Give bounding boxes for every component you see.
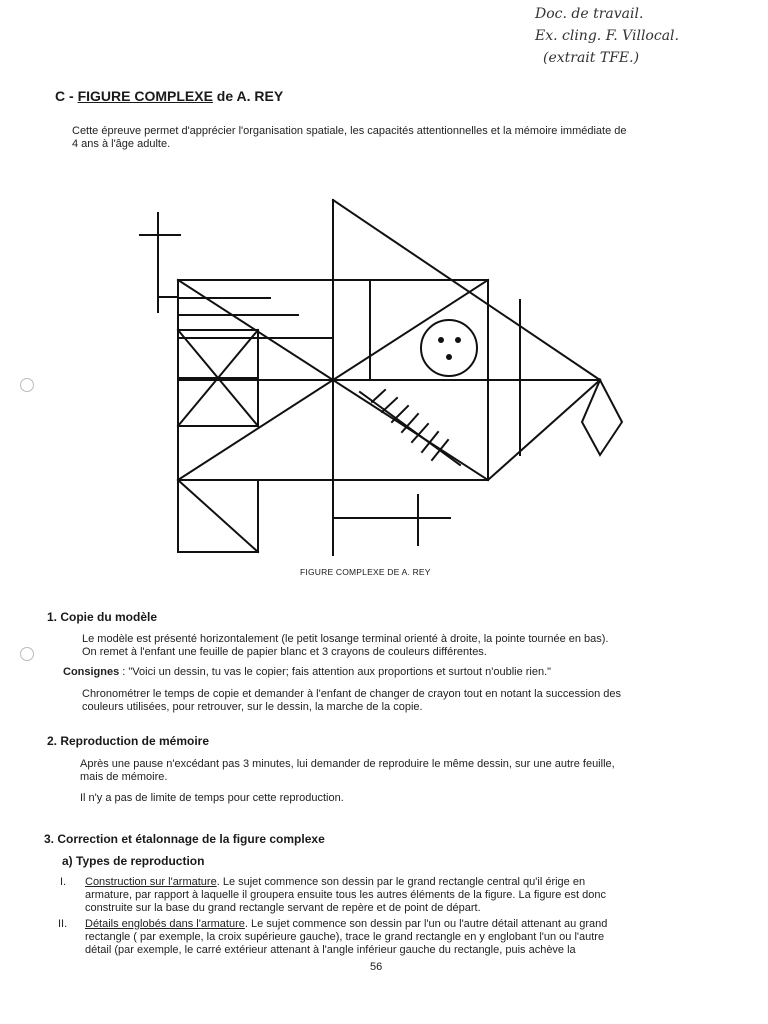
section3-subheading: a) Types de reproduction — [62, 854, 205, 868]
item1-term: Construction sur l'armature — [85, 876, 217, 888]
item2-line-1-text: . Le sujet commence son dessin par l'un ou l'autre détail attenant au grand — [244, 918, 608, 930]
item1-line-1-text: . Le sujet commence son dessin par le grand rectangle central qu'il érige en — [216, 876, 586, 888]
item2-paragraph — [85, 918, 715, 957]
section2-p1-line-1: Après une pause n'excédant pas 3 minutes, lui demander de reproduire le même dessin, sur une autre feuille, — [80, 758, 615, 770]
item1-paragraph — [85, 876, 715, 915]
consignes-label: Consignes — [63, 666, 120, 678]
item1-marker: I. — [60, 876, 67, 888]
section3-heading: 3. Correction et étalonnage de la figure complexe — [44, 832, 325, 846]
section1-paragraph-1 — [82, 633, 742, 659]
item2-line-2: rectangle ( par exemple, la croix supérieure gauche), trace le grand rectangle en y englobant l'un ou l'autre — [85, 931, 605, 943]
handwritten-note-line-1: Doc. de travail. — [535, 6, 644, 22]
page-number: 56 — [370, 961, 383, 973]
item2-line-1 — [85, 918, 715, 931]
section2-heading: 2. Reproduction de mémoire — [47, 734, 210, 748]
section1-p2-line-1: Chronométrer le temps de copie et demander à l'enfant de changer de crayon tout en notant la succession des — [82, 688, 621, 700]
section1-consignes — [63, 666, 743, 679]
figure-caption: FIGURE COMPLEXE DE A. REY — [300, 567, 431, 577]
handwritten-note-line-3: (extrait TFE.) — [543, 50, 640, 66]
title-suffix: de A. REY — [212, 88, 284, 104]
item1-line-2: armature, par rapport à laquelle il groupera ensuite tous les autres éléments de la figure. La figure est donc — [85, 889, 606, 901]
section1-heading: 1. Copie du modèle — [47, 610, 158, 624]
section1-p1-line-1: Le modèle est présenté horizontalement (le petit losange terminal orienté à droite, la pointe tournée en bas). — [82, 633, 609, 645]
handwritten-note-line-2: Ex. cling. F. Villocal. — [535, 28, 679, 44]
item1-line-3: construite sur la base du grand rectangle servant de repère et de point de départ. — [85, 902, 481, 914]
section2-paragraph-2: Il n'y a pas de limite de temps pour cette reproduction. — [80, 792, 344, 804]
intro-line-2: 4 ans à l'âge adulte. — [72, 138, 171, 150]
item2-line-3: détail (par exemple, le carré extérieur attenant à l'angle inférieur gauche du rectangle, puis achève la — [85, 944, 576, 956]
section2-paragraph-1 — [80, 758, 742, 784]
section1-paragraph-2 — [82, 688, 742, 714]
intro-line-1: Cette épreuve permet d'apprécier l'organisation spatiale, les capacités attentionnelles et la mémoire immédiate de — [72, 125, 627, 137]
item2-marker: II. — [58, 918, 68, 930]
section2-p1-line-2: mais de mémoire. — [80, 771, 168, 783]
title-underlined: FIGURE COMPLEXE — [77, 88, 213, 104]
section1-p2-line-2: couleurs utilisées, pour retrouver, sur le dessin, la marche de la copie. — [82, 701, 423, 713]
section1-p1-line-2: On remet à l'enfant une feuille de papier blanc et 3 crayons de couleurs différentes. — [82, 646, 487, 658]
item1-line-1 — [85, 876, 715, 889]
consignes-text: : "Voici un dessin, tu vas le copier; fais attention aux proportions et surtout n'oublie rien." — [119, 666, 552, 678]
punch-hole-bottom — [20, 647, 34, 661]
item2-term: Détails englobés dans l'armature — [85, 918, 245, 930]
title-prefix: C - — [55, 88, 78, 104]
